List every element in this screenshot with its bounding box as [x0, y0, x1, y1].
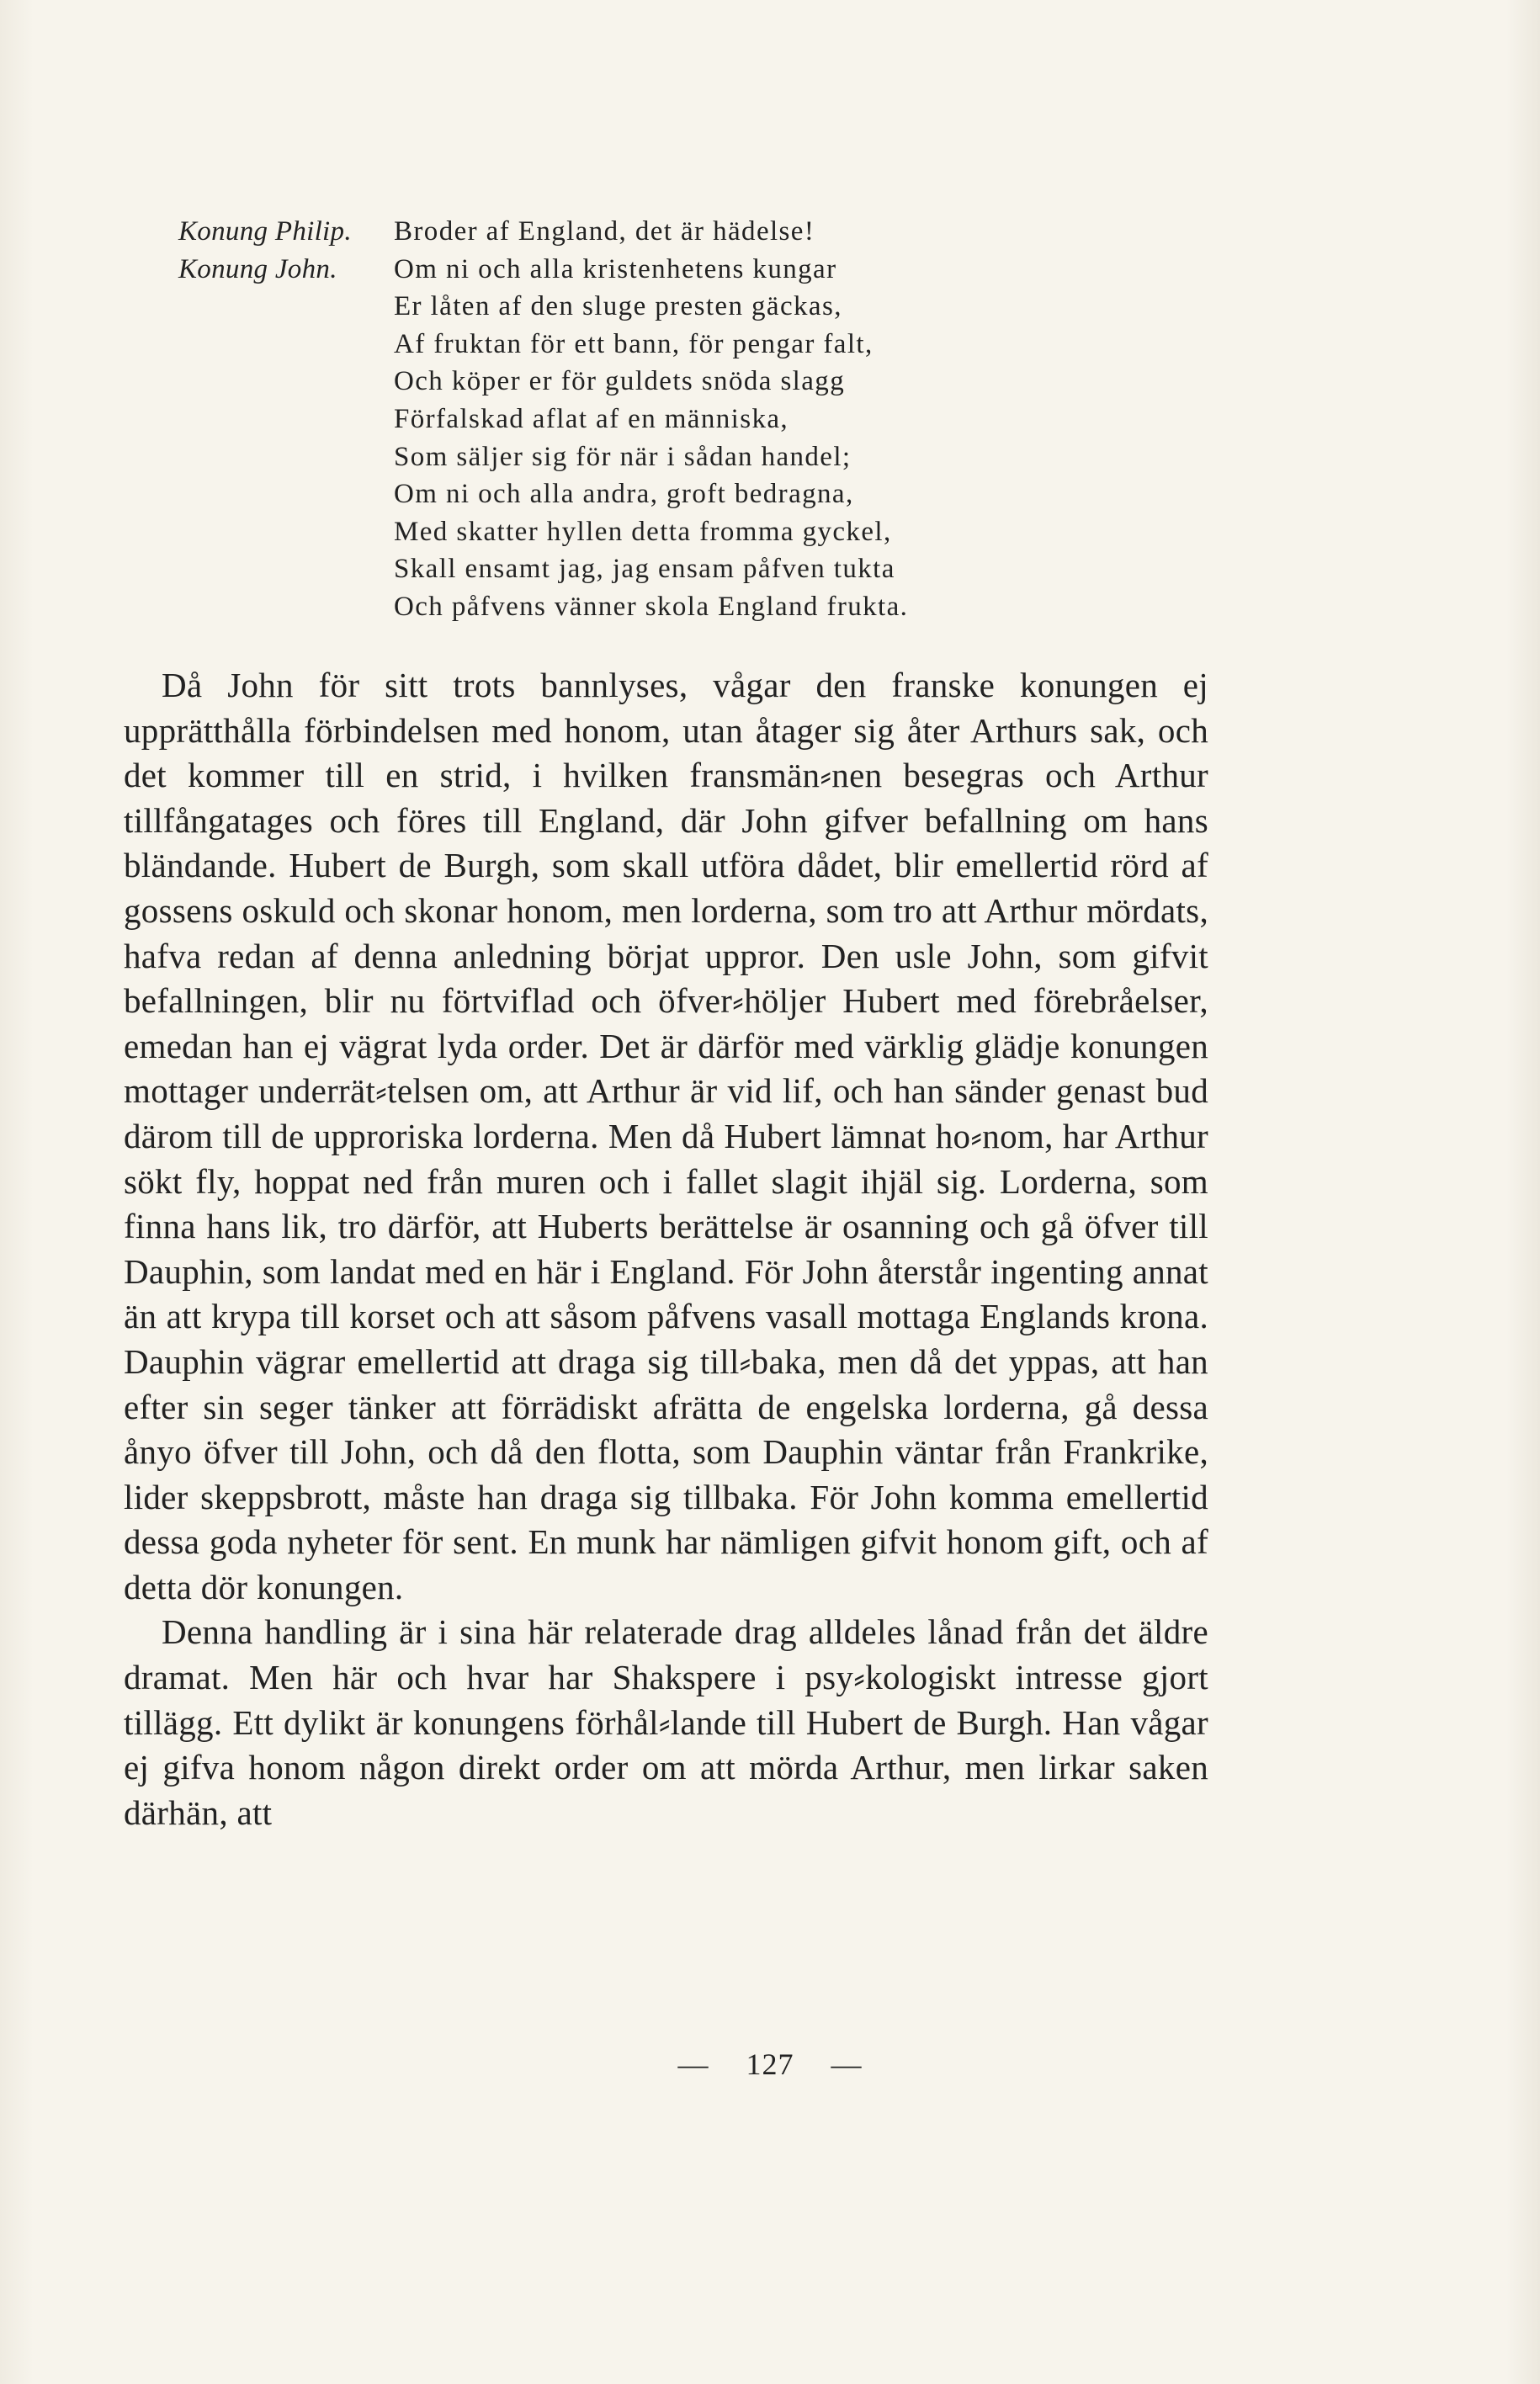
paragraph: Då John för sitt trots bannlyses, vågar den franske konungen ej upprätthålla förbindelsen med honom, utan åtager sig åter Arthurs sak, och det kommer till en strid, i hvilken fransmän⸗nen besegras och Arthur tillfångatages och föres till England, där John gifver befallning om hans bländande. Hubert de Burgh, som skall utföra dådet, blir emellertid rörd af gossens oskuld och skonar honom, men lorderna, som tro att Arthur mördats, hafva redan af denna anledning börjat uppror. Den usle John, som gifvit befallningen, blir nu förtviflad och öfver⸗höljer Hubert med förebråelser, emedan han ej vägrat lyda order. Det är därför med värklig glädje konungen mottager underrät⸗telsen om, att Arthur är vid lif, och han sänder genast bud därom till de upproriska lorderna. Men då Hubert lämnat ho⸗nom, har Arthur sökt fly, hoppat ned från muren och i fallet slagit ihjäl sig. Lorderna, som finna hans lik, tro därför, att Huberts berättelse är osanning och gå öfver till Dauphin, som landat med en här i England. För John återstår ingenting annat än att krypa till korset och att såsom påfvens vasall mottaga Englands krona. Dauphin vägrar emellertid att draga sig till⸗baka, men då det yppas, att han efter sin seger tänker att förrädiskt afrätta de engelska lorderna, gå dessa ånyo öfver till John, och då den flotta, som Dauphin väntar från Frankrike, lider skeppsbrott, måste han draga sig tillbaka. För John komma emellertid dessa goda nyheter för sent. En munk har nämligen gifvit honom gift, och af detta dör konungen.	[124, 666, 1208, 1606]
verse-dialogue	[178, 213, 1407, 626]
verse-line: Förfalskad aflat af en människa,	[394, 403, 789, 434]
verse-line: Af fruktan för ett bann, för pengar falt,	[394, 328, 874, 359]
speaker-name: Konung John.	[178, 253, 337, 284]
folio-dash-left: —	[677, 2047, 709, 2081]
verse-line: Och köper er för guldets snöda slagg	[394, 366, 846, 397]
verse-line: Er låten af den sluge presten gäckas,	[394, 291, 842, 322]
speaker-name: Konung Philip.	[178, 216, 352, 247]
verse-lines	[394, 251, 908, 626]
page-number	[0, 2047, 1540, 2082]
verse-line: Med skatter hyllen detta fromma gyckel,	[394, 516, 892, 547]
verse-line: Om ni och alla andra, groft bedragna,	[394, 479, 854, 510]
paragraph: Denna handling är i sina här relaterade drag alldeles lånad från det äldre dramat. Men här och hvar har Shakspere i psy⸗kologiskt intresse gjort tillägg. Ett dylikt är konungens förhål⸗lande till Hubert de Burgh. Han vågar ej gifva honom någon direkt order om att mörda Arthur, men lirkar saken därhän, att	[124, 1612, 1208, 1832]
verse-line: Om ni och alla kristenhetens kungar	[394, 253, 837, 284]
folio-number: 127	[746, 2047, 794, 2081]
dialogue-line	[178, 213, 1407, 251]
verse-line: Som säljer sig för när i sådan handel;	[394, 441, 852, 472]
verse-line: Skall ensamt jag, jag ensam påfven tukta	[394, 554, 895, 585]
verse-line: Broder af England, det är hädelse!	[394, 216, 815, 247]
verse-line: Och påfvens vänner skola England frukta.	[394, 591, 909, 622]
verse-lines	[394, 213, 815, 251]
prose-body	[124, 663, 1208, 1835]
dialogue-line	[178, 251, 1407, 626]
folio-dash-right: —	[831, 2047, 863, 2081]
